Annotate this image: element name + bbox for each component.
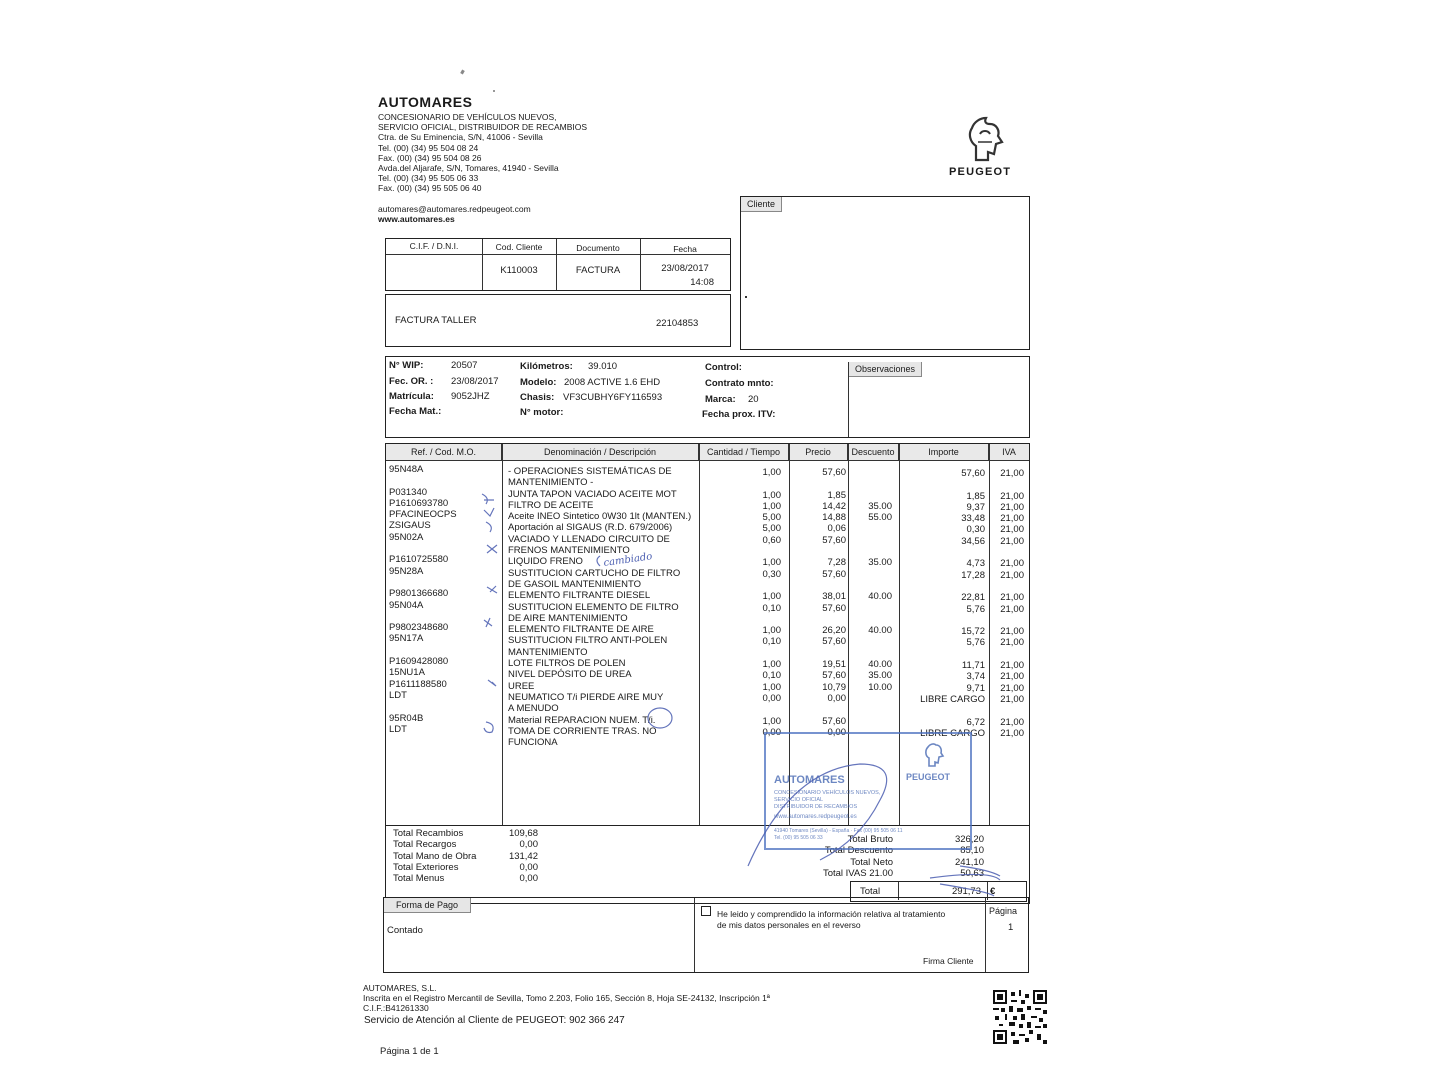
iva-cell: 21,00 (1000, 727, 1024, 739)
ref-cell: LDT (389, 723, 407, 735)
consent-text-1: He leido y comprendido la información relativa al tratamiento (717, 909, 946, 919)
desc-cell: ELEMENTO FILTRANTE DIESEL (508, 590, 651, 602)
iva-cell: 21,00 (1000, 693, 1024, 705)
discount-cell: 40.00 (868, 591, 892, 603)
firma-cliente-label: Firma Cliente (923, 956, 974, 966)
price-cell: 14,88 (822, 512, 846, 524)
qr-code-icon (993, 990, 1047, 1044)
total-value: 326,20 (954, 834, 984, 845)
desc-cell: A MENUDO (508, 703, 559, 715)
modelo-value: 2008 ACTIVE 1.6 EHD (564, 377, 661, 388)
grand-total-label: Total (860, 886, 881, 897)
page-label: Página (989, 906, 1018, 916)
ref-cell: P1611188580 (389, 678, 447, 690)
qty-cell: 1,00 (762, 557, 781, 569)
ref-cell: 95N48A (389, 464, 424, 475)
footer-legal (363, 983, 770, 1013)
value-fecha: 23/08/2017 (661, 263, 709, 274)
total-label: Total Mano de Obra (393, 850, 477, 862)
check-mark-icon (484, 508, 494, 516)
company-web: www.automares.es (378, 214, 455, 224)
iva-cell: 21,00 (1000, 637, 1024, 649)
company-line: Fax. (00) (34) 95 504 08 26 (378, 152, 482, 163)
price-cell: 0,00 (827, 692, 846, 704)
price-cell: 57,60 (822, 670, 846, 682)
desc-cell: DE GASOIL MANTENIMIENTO (508, 578, 642, 590)
price-cell: 1,85 (827, 489, 846, 501)
cross-mark-icon (484, 618, 492, 627)
importe-cell: 17,28 (961, 569, 985, 581)
importe-cell: 11,71 (961, 660, 985, 672)
total-label: Total Descuento (824, 845, 893, 857)
value-cod-cliente: K110003 (500, 265, 538, 276)
stamp-company: AUTOMARES (774, 774, 845, 786)
currency-symbol: € (990, 886, 996, 897)
desc-cell: FILTRO DE ACEITE (508, 499, 594, 511)
price-cell: 57,60 (822, 568, 846, 580)
invoice-number: 22104853 (656, 318, 699, 329)
ref-cell: P1610725580 (389, 554, 449, 566)
price-cell: 26,20 (822, 625, 846, 637)
circle-mark-icon (484, 722, 493, 733)
desc-cell: Aceite INEO Sintetico 0W30 1lt (MANTEN.) (508, 511, 692, 523)
header-documento: Documento (576, 243, 620, 253)
total-value: 241,10 (954, 856, 984, 868)
desc-cell: SUSTITUCION CARTUCHO DE FILTRO (508, 567, 681, 579)
consent-text-2: de mis datos personales en el reverso (717, 920, 861, 930)
ref-cell: PFACINEOCPS (389, 509, 457, 521)
km-label: Kilómetros: (520, 361, 573, 372)
ref-cell: LDT (389, 689, 407, 701)
importe-cell: 22,81 (961, 592, 985, 604)
footer-pagination: Página 1 de 1 (380, 1046, 439, 1057)
scan-speck (493, 90, 495, 92)
ref-cell: P9802348680 (389, 622, 449, 634)
desc-cell: FUNCIONA (508, 737, 558, 749)
company-line: Ctra. de Su Eminencia, S/N, 41006 - Sevilla (378, 132, 543, 143)
control-label: Control: (705, 362, 742, 373)
company-line: Avda.del Aljarafe, S/N, Tomares, 41940 - Sevilla (378, 162, 559, 173)
fecor-value: 23/08/2017 (451, 376, 499, 387)
desc-cell: VACIADO Y LLENADO CIRCUITO DE (508, 533, 670, 545)
iva-cell: 21,00 (1000, 716, 1024, 728)
importe-cell: 9,71 (966, 682, 985, 694)
ref-cell: 95N17A (389, 633, 424, 645)
total-value: 0,00 (519, 839, 538, 851)
price-cell: 57,60 (822, 534, 846, 546)
brand-name: PEUGEOT (949, 166, 1012, 178)
desc-cell: LOTE FILTROS DE POLEN (508, 658, 626, 670)
total-label: Total Bruto (847, 834, 893, 845)
importe-cell: 34,56 (961, 535, 985, 547)
stamp-web: www.automares.redpeugeot.es (774, 814, 857, 820)
price-cell: 10,79 (822, 681, 846, 693)
discount-cell: 55.00 (868, 512, 892, 524)
qty-cell: 1,00 (762, 659, 781, 671)
importe-cell: 15,72 (961, 626, 985, 638)
iva-cell: 21,00 (1000, 660, 1024, 672)
price-cell: 57,60 (822, 602, 846, 614)
qty-cell: 5,00 (762, 512, 781, 524)
desc-cell: SUSTITUCION ELEMENTO DE FILTRO (508, 601, 679, 613)
stamp-brand: PEUGEOT (906, 772, 951, 782)
matricula-value: 9052JHZ (451, 391, 490, 402)
ref-cell: 15NU1A (389, 667, 425, 679)
discount-cell: 40.00 (868, 659, 892, 671)
qty-cell: 0,60 (762, 534, 781, 546)
discount-cell: 35.00 (868, 670, 892, 682)
total-value: 0,00 (519, 861, 538, 873)
chasis-value: VF3CUBHY6FY116593 (563, 392, 663, 403)
qty-cell: 0,00 (762, 692, 781, 704)
col-header-desc: Denominación / Descripción (502, 444, 699, 460)
iva-cell: 21,00 (1000, 468, 1024, 479)
marca-label: Marca: (705, 394, 736, 405)
value-documento: FACTURA (575, 265, 621, 276)
ref-cell: P1610693780 (389, 497, 449, 509)
price-cell: 57,60 (822, 715, 846, 727)
matricula-label: Matrícula: (389, 391, 434, 402)
iva-cell: 21,00 (1000, 626, 1024, 638)
company-email: automares@automares.redpeugeot.com (378, 204, 531, 214)
qty-cell: 0,30 (762, 568, 781, 580)
company-line: SERVICIO OFICIAL, DISTRIBUIDOR DE RECAMBIOS (378, 122, 588, 133)
total-value: 85,10 (960, 845, 984, 857)
iva-cell: 21,00 (1000, 501, 1024, 513)
importe-cell: LIBRE CARGO (920, 727, 985, 739)
company-line: CONCESIONARIO DE VEHÍCULOS NUEVOS, (378, 112, 557, 122)
price-cell: 57,60 (822, 636, 846, 648)
total-label: Total Recambios (393, 828, 464, 839)
col-header-importe: Importe (899, 444, 989, 460)
brace-mark-icon (597, 556, 600, 566)
stamp-phone2: Tel. (00) 95 505 06 33 (774, 835, 823, 841)
col-header-price: Precio (789, 444, 848, 460)
desc-cell: DE AIRE MANTENIMIENTO (508, 612, 628, 624)
stamp-line2: SERVICIO OFICIAL (774, 797, 824, 803)
discount-cell: 40.00 (868, 625, 892, 637)
qty-cell: 0,10 (762, 602, 781, 614)
qty-cell: 1,00 (762, 625, 781, 637)
iva-cell: 21,00 (1000, 490, 1024, 502)
wip-label: N° WIP: (389, 360, 424, 371)
total-label: Total Menus (393, 873, 445, 885)
importe-cell: 57,60 (961, 468, 985, 479)
client-label: Cliente (741, 197, 782, 212)
desc-cell: LIQUIDO FRENO (508, 556, 583, 568)
iva-cell: 21,00 (1000, 535, 1024, 547)
desc-cell: JUNTA TAPON VACIADO ACEITE MOT (508, 488, 677, 500)
iva-cell: 21,00 (1000, 558, 1024, 570)
signature-mark-icon (748, 764, 1000, 896)
iva-cell: 21,00 (1000, 513, 1024, 525)
company-name: AUTOMARES (378, 94, 473, 110)
iva-cell: 21,00 (1000, 671, 1024, 683)
qty-cell: 1,00 (762, 489, 781, 501)
price-cell: 7,28 (827, 557, 846, 569)
modelo-label: Modelo: (520, 377, 557, 388)
ref-cell: 95N02A (389, 531, 424, 543)
total-label: Total IVAS 21.00 (822, 867, 893, 879)
desc-cell: SUSTITUCION FILTRO ANTI-POLEN (508, 635, 668, 647)
header-cod-cliente: Cod. Cliente (495, 242, 543, 252)
check-mark-icon (486, 522, 491, 532)
wip-value: 20507 (451, 360, 478, 371)
iva-cell: 21,00 (1000, 569, 1024, 581)
stamp-line1: CONCESIONARIO VEHÍCULOS NUEVOS, (774, 790, 881, 796)
price-cell: 14,42 (822, 500, 846, 512)
discount-cell: 35.00 (868, 500, 892, 512)
ref-cell: 95N28A (389, 565, 424, 577)
discount-cell: 35.00 (868, 557, 892, 569)
qty-cell: 1,00 (762, 715, 781, 727)
col-header-ref: Ref. / Cod. M.O. (386, 444, 502, 460)
qty-cell: 0,10 (762, 636, 781, 648)
qty-cell: 1,00 (762, 591, 781, 603)
header-cif: C.I.F. / D.N.I. (409, 241, 459, 251)
iva-cell: 21,00 (1000, 603, 1024, 615)
company-line: Tel. (00) (34) 95 504 08 24 (378, 142, 479, 153)
chasis-label: Chasis: (520, 392, 555, 403)
payment-label: Forma de Pago (384, 898, 471, 913)
footer-line: Inscrita en el Registro Mercantil de Sevilla, Tomo 2.203, Folio 165, Sección 8, Hoja SE-24132, Inscripción 1ª (363, 993, 770, 1003)
ref-cell: P031340 (389, 486, 428, 498)
desc-cell: Material REPARACION NUEM. T/i. (508, 714, 656, 726)
company-line: Tel. (00) (34) 95 505 06 33 (378, 173, 479, 184)
iva-cell: 21,00 (1000, 524, 1024, 536)
total-label: Total Neto (850, 856, 893, 868)
qty-cell: 1,00 (762, 681, 781, 693)
desc-cell: UREE (508, 680, 535, 692)
desc-cell: MANTENIMIENTO - (508, 477, 594, 489)
total-label: Total Exteriores (393, 861, 459, 873)
importe-cell: 33,48 (961, 513, 985, 525)
importe-cell: 9,37 (966, 501, 985, 513)
importe-cell: 1,85 (966, 490, 985, 502)
qty-cell: 5,00 (762, 523, 781, 535)
observaciones-label: Observaciones (849, 362, 922, 377)
ref-cell: P9801366680 (389, 588, 449, 600)
importe-cell: 3,74 (966, 671, 985, 683)
desc-cell: FRENOS MANTENIMIENTO (508, 545, 630, 557)
importe-cell: 5,76 (966, 603, 985, 615)
circle-mark-icon (648, 708, 672, 728)
desc-cell: MANTENIMIENTO (508, 646, 588, 658)
ref-cell: ZSIGAUS (389, 520, 431, 532)
col-header-qty: Cantidad / Tiempo (699, 444, 789, 460)
cross-mark-icon (487, 545, 497, 553)
footer-line: C.I.F.:B41261330 (363, 1003, 429, 1013)
qty-cell: 0,00 (762, 726, 781, 738)
payment-value: Contado (387, 925, 423, 936)
grand-total-value: 291,73 (951, 886, 981, 897)
desc-cell: - OPERACIONES SISTEMÁTICAS DE (508, 466, 672, 477)
motor-label: N° motor: (520, 407, 564, 418)
company-line: Fax. (00) (34) 95 505 06 40 (378, 183, 482, 194)
price-cell: 0,06 (827, 523, 846, 535)
desc-cell: NEUMATICO T/i PIERDE AIRE MUY (508, 691, 664, 703)
itv-label: Fecha prox. ITV: (702, 409, 776, 420)
ref-cell: 95N04A (389, 599, 424, 611)
desc-cell: ELEMENTO FILTRANTE DE AIRE (508, 624, 654, 636)
total-label: Total Recargos (393, 839, 457, 851)
cross-mark-icon (487, 586, 497, 593)
qty-cell: 0,10 (762, 670, 781, 682)
total-value: 109,68 (508, 828, 538, 839)
marca-value: 20 (748, 394, 759, 405)
page-value: 1 (1008, 922, 1014, 933)
ref-cell: P1609428080 (389, 656, 449, 668)
total-value: 131,42 (508, 850, 538, 862)
col-header-iva: IVA (989, 444, 1029, 460)
price-cell: 19,51 (822, 659, 846, 671)
stamp-line3: DISTRIBUIDOR DE RECAMBIOS (774, 804, 858, 810)
footer-line: AUTOMARES, S.L. (363, 983, 437, 993)
discount-cell: 10.00 (868, 681, 892, 693)
importe-cell: 5,76 (966, 637, 985, 649)
total-value: 50,63 (960, 867, 984, 879)
value-hora: 14:08 (690, 277, 714, 288)
check-mark-icon (482, 494, 494, 504)
desc-cell: NIVEL DEPÓSITO DE UREA (508, 669, 632, 681)
contrato-label: Contrato mnto: (705, 378, 774, 389)
importe-cell: 6,72 (966, 716, 985, 728)
handwritten-note: cambiado (602, 551, 653, 569)
price-cell: 0,00 (827, 726, 846, 738)
km-value: 39.010 (588, 361, 618, 372)
importe-cell: 0,30 (966, 524, 985, 536)
col-header-discount: Descuento (848, 444, 899, 460)
qty-cell: 1,00 (762, 467, 781, 478)
total-value: 0,00 (519, 873, 538, 885)
ref-cell: 95R04B (389, 712, 424, 724)
qty-cell: 1,00 (762, 500, 781, 512)
footer-service: Servicio de Atención al Cliente de PEUGEOT: 902 366 247 (364, 1015, 625, 1026)
importe-cell: LIBRE CARGO (920, 693, 985, 705)
iva-cell: 21,00 (1000, 682, 1024, 694)
desc-cell: Aportación al SIGAUS (R.D. 679/2006) (508, 522, 673, 534)
desc-cell: TOMA DE CORRIENTE TRAS. NO (508, 725, 657, 737)
importe-cell: 4,73 (966, 558, 985, 570)
invoice-label: FACTURA TALLER (395, 315, 477, 326)
iva-cell: 21,00 (1000, 592, 1024, 604)
fecor-label: Fec. OR. : (389, 376, 434, 387)
price-cell: 57,60 (822, 467, 846, 478)
stamp-phone: 41940 Tomares (Sevilla) - España · Fax (00) 95 505 06 11 (774, 828, 903, 834)
price-cell: 38,01 (822, 591, 846, 603)
header-fecha: Fecha (673, 244, 697, 254)
check-mark-icon (488, 680, 496, 686)
fecha-mat-label: Fecha Mat.: (389, 406, 442, 417)
